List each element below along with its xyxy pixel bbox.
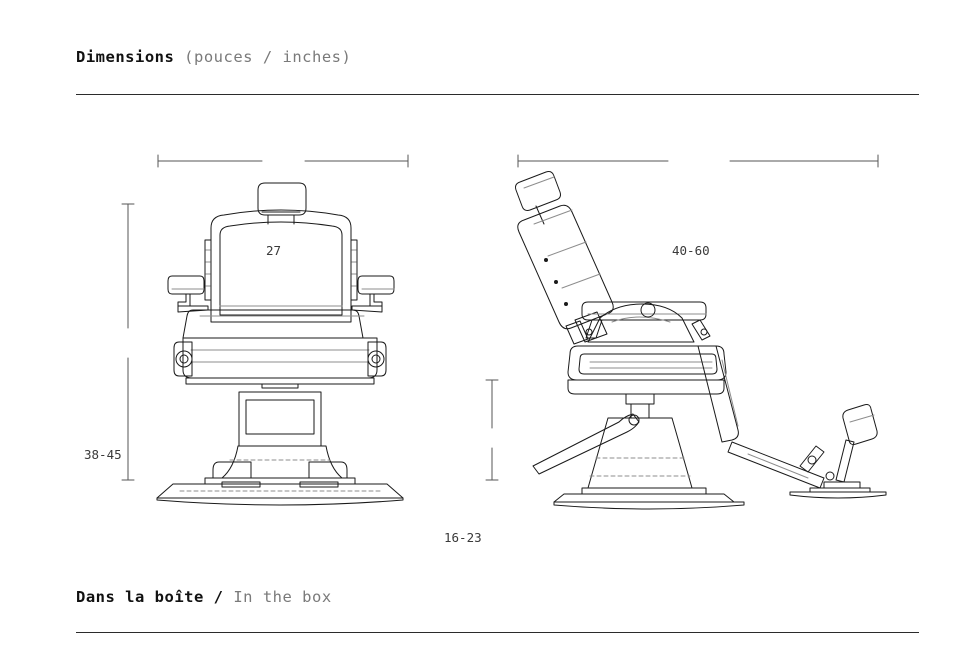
front-height-label: 38-45 <box>84 447 122 462</box>
in-the-box-title <box>76 588 332 606</box>
page-title <box>76 48 351 66</box>
dimensions-title-sub: (pouces / inches) <box>184 48 352 66</box>
side-depth-label: 40-60 <box>672 243 710 258</box>
dimensions-title-main: Dimensions <box>76 48 175 66</box>
chair-side-view <box>516 172 887 510</box>
chair-dimension-drawing <box>0 110 960 530</box>
dimensions-drawing-area <box>0 110 960 545</box>
chair-front-view <box>157 183 403 505</box>
front-width-label: 27 <box>266 243 282 258</box>
in-the-box-title-sub: In the box <box>233 588 332 606</box>
in-the-box-title-main: Dans la boîte / <box>76 588 224 606</box>
side-height-label: 16-23 <box>444 530 482 545</box>
front-view-dimension-lines <box>122 155 408 480</box>
in-the-box-divider <box>76 632 919 633</box>
dimensions-divider <box>76 94 919 95</box>
